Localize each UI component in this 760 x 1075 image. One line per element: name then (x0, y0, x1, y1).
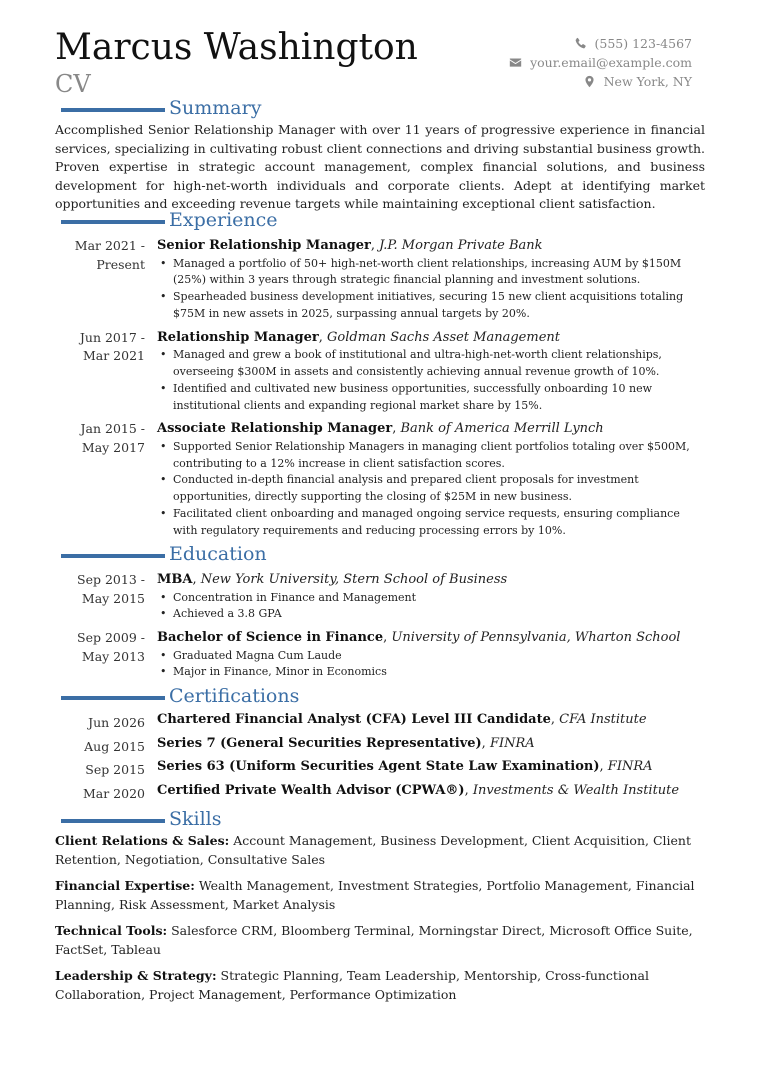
section-rule (61, 819, 165, 823)
section-title: Education (169, 543, 267, 565)
contact-email (509, 53, 692, 72)
degree: Bachelor of Science in Finance (157, 630, 384, 646)
organization: Bank of America Merrill Lynch (400, 421, 604, 437)
skill-label: Leadership & Strategy: (55, 968, 217, 983)
section-title: Certifications (169, 685, 300, 707)
cert-date: Sep 2015 (85, 762, 145, 778)
entry-bullets (157, 256, 705, 323)
education-section (55, 545, 705, 681)
map-pin-icon (583, 75, 596, 88)
section-rule (61, 554, 165, 558)
cert-name: Certified Private Wealth Advisor (CPWA®) (157, 783, 465, 799)
skill-values: Strategic Planning, Team Leadership, Mentorship, Cross-functional Collaboration, Project Management, Performance Optimization (55, 968, 649, 1002)
bullet-item: • Identified and cultivated new business opportunities, successfully onboarding 10 new institutional clients and expanding regional market share by 15%. (173, 381, 705, 415)
contact-location (509, 72, 692, 91)
skill-group (55, 877, 705, 914)
skill-values: Wealth Management, Investment Strategies, Portfolio Management, Financial Planning, Risk Assessment, Market Analysis (55, 878, 695, 912)
skill-values: Account Management, Business Development, Client Acquisition, Client Retention, Negotiation, Consultative Sales (55, 833, 691, 867)
cert-title: Certified Private Wealth Advisor (CPWA®), Investments & Wealth Institute (157, 783, 680, 799)
section-header (55, 810, 705, 832)
organization: Goldman Sachs Asset Management (327, 329, 560, 345)
bullet-item: • Conducted in-depth financial analysis and prepared client proposals for investment opportunities, directly supporting the closing of $25M in new business. (173, 472, 705, 506)
entry-bullets (157, 347, 705, 414)
bullet-item: • Graduated Magna Cum Laude (173, 648, 705, 665)
entry-body (157, 629, 705, 681)
cert-issuer: FINRA (607, 759, 653, 775)
phone-text: (555) 123-4567 (594, 36, 692, 51)
experience-section (55, 211, 705, 540)
entry-dates: Sep 2009 - May 2013 (77, 630, 145, 664)
certification-item (55, 735, 705, 759)
envelope-icon (509, 56, 522, 69)
entry-bullets (157, 439, 705, 540)
entry-body (157, 329, 705, 415)
entry-title: Associate Relationship Manager, Bank of America Merrill Lynch (157, 421, 604, 437)
contact-block (509, 34, 692, 91)
cert-issuer: Investments & Wealth Institute (472, 783, 680, 799)
job-role: Senior Relationship Manager (157, 238, 371, 253)
skill-label: Technical Tools: (55, 923, 168, 938)
bullet-item: • Supported Senior Relationship Managers in managing client portfolios totaling over $500M, contributing to a 12% increase in client satisfaction scores. (173, 439, 705, 473)
entry-title: Bachelor of Science in Finance, University of Pennsylvania, Wharton School (157, 630, 681, 646)
education-entry (55, 629, 705, 681)
phone-icon (574, 37, 587, 50)
entry-dates: Mar 2021 - Present (74, 238, 145, 272)
entry-dates: Jan 2015 - May 2017 (80, 421, 145, 455)
certifications-section (55, 687, 705, 806)
summary-text: Accomplished Senior Relationship Manager with over 11 years of progressive experience in financial services, specializing in cultivating robust client connections and driving substantial business growth. Proven expertise in strategic account management, complex financial solutions, and business development for high-net-worth individuals and corporate clients. Adept at identifying market opportunities and exceeding revenue targets while maintaining exceptional client satisfaction. (55, 122, 705, 211)
bullet-item: • Spearheaded business development initiatives, securing 15 new client acquisitions totaling $75M in new assets in 2025, surpassing annual targets by 20%. (173, 289, 705, 323)
cert-title: Series 63 (Uniform Securities Agent State Law Examination), FINRA (157, 759, 653, 775)
location-text: New York, NY (603, 74, 692, 89)
education-entry (55, 571, 705, 623)
cert-date: Jun 2026 (88, 715, 145, 730)
cert-name: Chartered Financial Analyst (CFA) Level III Candidate (157, 712, 551, 727)
certification-item (55, 758, 705, 782)
school: University of Pennsylvania, Wharton School (391, 630, 681, 646)
job-role: Associate Relationship Manager (157, 421, 393, 437)
skill-label: Financial Expertise: (55, 878, 195, 893)
entry-bullets (157, 590, 705, 624)
skill-group (55, 967, 705, 1004)
entry-dates: Sep 2013 - May 2015 (77, 572, 145, 606)
certification-list (55, 711, 705, 806)
bullet-item: • Managed a portfolio of 50+ high-net-worth client relationships, increasing AUM by $150M (25%) within 3 years through strategic financial planning and investment solutions. (173, 256, 705, 290)
bullet-item: • Facilitated client onboarding and managed ongoing service requests, ensuring compliance with regulatory requirements and reducing processing errors by 10%. (173, 506, 705, 540)
cert-name: Series 63 (Uniform Securities Agent State Law Examination) (157, 759, 600, 775)
summary-section (55, 99, 705, 214)
organization: J.P. Morgan Private Bank (379, 238, 543, 253)
entry-body (157, 237, 705, 323)
entry-body (157, 420, 705, 539)
entry-title: Senior Relationship Manager, J.P. Morgan Private Bank (157, 238, 543, 253)
bullet-item: • Major in Finance, Minor in Economics (173, 664, 705, 681)
skills-section (55, 810, 705, 1004)
section-header (55, 211, 705, 233)
cert-title: Series 7 (General Securities Representative), FINRA (157, 735, 535, 751)
skill-group (55, 832, 705, 869)
cert-name: Series 7 (General Securities Representative) (157, 735, 482, 751)
cert-issuer: CFA Institute (559, 712, 647, 727)
section-header (55, 99, 705, 121)
section-rule (61, 220, 165, 224)
section-title: Experience (169, 209, 278, 231)
certification-item (55, 782, 705, 806)
entry-title: Relationship Manager, Goldman Sachs Asset Management (157, 329, 560, 345)
bullet-item: • Managed and grew a book of institutional and ultra-high-net-worth client relationships, overseeing $300M in assets and consistently achieving annual revenue growth of 10%. (173, 347, 705, 381)
skill-label: Client Relations & Sales: (55, 833, 230, 848)
degree: MBA (157, 572, 193, 587)
section-rule (61, 696, 165, 700)
section-title: Skills (169, 808, 222, 830)
document-type: CV (55, 70, 91, 98)
cert-date: Mar 2020 (82, 786, 145, 802)
job-role: Relationship Manager (157, 329, 319, 345)
cert-date: Aug 2015 (84, 738, 145, 754)
experience-entry (55, 237, 705, 323)
skill-group (55, 922, 705, 959)
section-title: Summary (169, 97, 262, 119)
contact-phone (509, 34, 692, 53)
experience-entry (55, 420, 705, 539)
experience-entry (55, 329, 705, 415)
entry-dates: Jun 2017 - Mar 2021 (79, 329, 145, 364)
entry-title: MBA, New York University, Stern School of Business (157, 572, 508, 587)
cert-issuer: FINRA (489, 735, 535, 751)
section-rule (61, 108, 165, 112)
certification-item (55, 711, 705, 735)
candidate-name: Marcus Washington (55, 27, 418, 68)
section-header (55, 545, 705, 567)
email-text: your.email@example.com (530, 55, 692, 70)
cert-title: Chartered Financial Analyst (CFA) Level III Candidate, CFA Institute (157, 712, 647, 727)
skill-values: Salesforce CRM, Bloomberg Terminal, Morningstar Direct, Microsoft Office Suite, FactSet, Tableau (55, 923, 693, 957)
entry-body (157, 571, 705, 623)
bullet-item: • Concentration in Finance and Management (173, 590, 705, 607)
entry-bullets (157, 648, 705, 682)
school: New York University, Stern School of Business (200, 572, 508, 587)
bullet-item: • Achieved a 3.8 GPA (173, 606, 705, 623)
section-header (55, 687, 705, 709)
